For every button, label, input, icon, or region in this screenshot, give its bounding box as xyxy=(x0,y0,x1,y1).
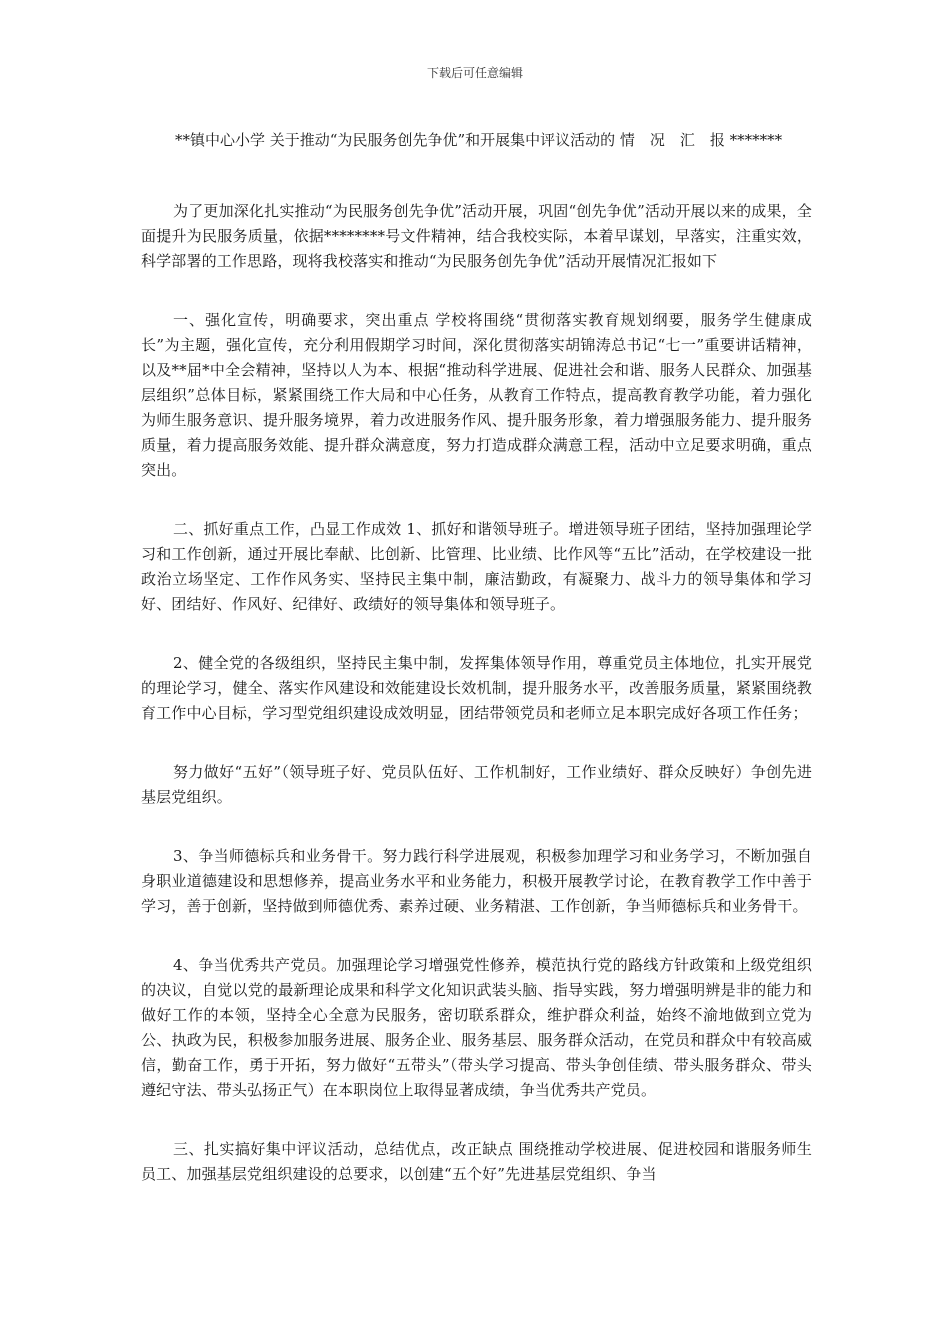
paragraph-item-2: 2、健全党的各级组织，坚持民主集中制，发挥集体领导作用，尊重党员主体地位，扎实开展党的理论学习，健全、落实作风建设和效能建设长效机制，提升服务水平，改善服务质量，紧紧围绕教育工作中心目标，学习型党组织建设成效明显，团结带领党员和老师立足本职完成好各项工作任务； xyxy=(141,654,812,722)
document-body xyxy=(141,199,812,1221)
paragraph-intro: 为了更加深化扎实推动“为民服务创先争优”活动开展，巩固“创先争优”活动开展以来的成果，全面提升为民服务质量，依据********号文件精神，结合我校实际，本着早谋划，早落实，注重实效，科学部署的工作思路，现将我校落实和推动“为民服务创先争优”活动开展情况汇报如下 xyxy=(141,202,812,270)
paragraph-section-2: 二、抓好重点工作，凸显工作成效 1、抓好和谐领导班子。增进领导班子团结，坚持加强理论学习和工作创新，通过开展比奉献、比创新、比管理、比业绩、比作风等“五比”活动，在学校建设一批政治立场坚定、工作作风务实、坚持民主集中制，廉洁勤政，有凝聚力、战斗力的领导集体和学习好、团结好、作风好、纪律好、政绩好的领导集体和领导班子。 xyxy=(141,520,812,613)
paragraph-section-3: 三、扎实搞好集中评议活动，总结优点，改正缺点 围绕推动学校进展、促进校园和谐服务师生员工、加强基层党组织建设的总要求，以创建“五个好”先进基层党组织、争当 xyxy=(141,1140,812,1183)
paragraph-section-1: 一、强化宣传，明确要求，突出重点 学校将围绕“贯彻落实教育规划纲要，服务学生健康成长”为主题，强化宣传，充分利用假期学习时间，深化贯彻落实胡锦涛总书记“七一”重要讲话精神，以及**届*中全会精神，坚持以人为本、根据“推动科学进展、促进社会和谐、服务人民群众、加强基层组织”总体目标，紧紧围绕工作大局和中心任务，从教育工作特点，提高教育教学功能，着力强化为师生服务意识、提升服务境界，着力改进服务作风、提升服务形象，着力增强服务能力、提升服务质量，着力提高服务效能、提升群众满意度，努力打造成群众满意工程，活动中立足要求明确，重点突出。 xyxy=(141,311,812,479)
header-note: 下载后可任意编辑 xyxy=(426,66,523,80)
paragraph-item-4: 4、争当优秀共产党员。加强理论学习增强党性修养，模范执行党的路线方针政策和上级党组织的决议，自觉以党的最新理论成果和科学文化知识武装头脑、指导实践，努力增强明辨是非的能力和做好工作的本领，坚持全心全意为民服务，密切联系群众，维护群众利益，始终不渝地做到立党为公、执政为民，积极参加服务进展、服务企业、服务基层、服务群众活动，在党员和群众中有较高威信，勤奋工作，勇于开拓，努力做好“五带头”（带头学习提高、带头争创佳绩、带头服务群众、带头遵纪守法、带头弘扬正气）在本职岗位上取得显著成绩，争当优秀共产党员。 xyxy=(141,956,812,1099)
paragraph-five-good: 努力做好“五好”（领导班子好、党员队伍好、工作机制好，工作业绩好、群众反映好）争创先进基层党组织。 xyxy=(141,763,812,806)
document-title: **镇中心小学 关于推动“为民服务创先争优”和开展集中评议活动的 情 况 汇 报 ******* xyxy=(175,131,783,149)
paragraph-item-3: 3、争当师德标兵和业务骨干。努力践行科学进展观，积极参加理学习和业务学习，不断加强自身职业道德建设和思想修养，提高业务水平和业务能力，积极开展教学讨论，在教育教学工作中善于学习，善于创新，坚持做到师德优秀、素养过硬、业务精湛、工作创新，争当师德标兵和业务骨干。 xyxy=(141,847,812,915)
